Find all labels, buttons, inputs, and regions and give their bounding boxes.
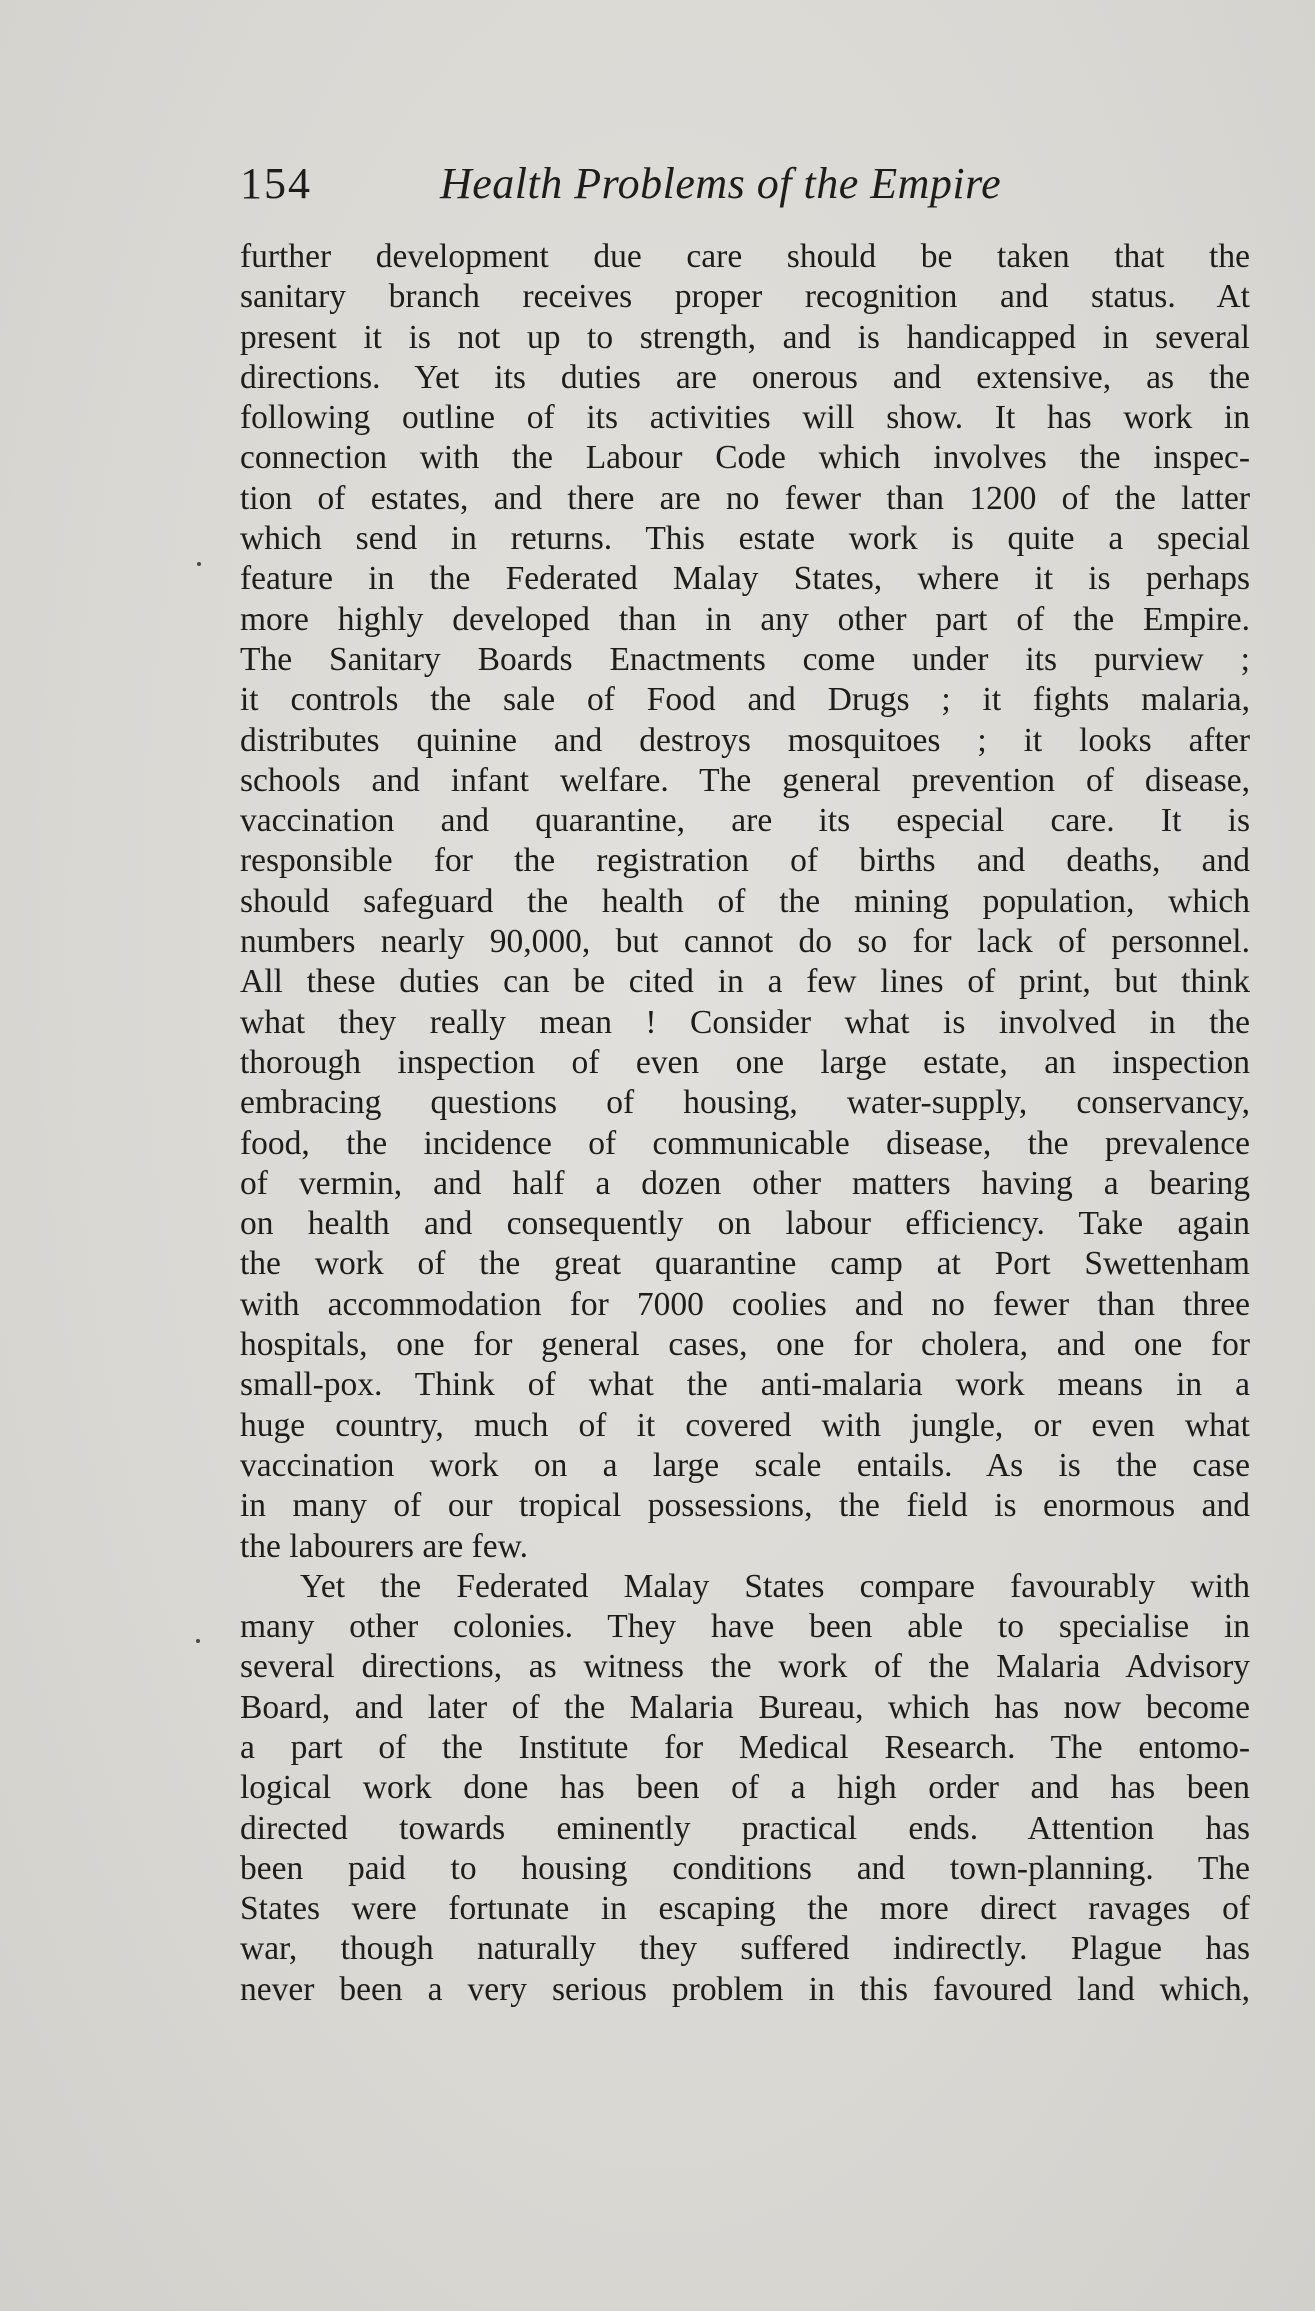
text-line: embracing questions of housing, water-supply, conservancy, xyxy=(240,1084,1250,1122)
text-line: schools and infant welfare. The general prevention of disease, xyxy=(240,761,1250,799)
margin-mark xyxy=(197,562,201,566)
text-line: logical work done has been of a high order and has been xyxy=(240,1769,1250,1807)
paragraph xyxy=(240,1567,1250,2010)
text-line: connection with the Labour Code which involves the inspec- xyxy=(240,439,1250,477)
text-line: what they really mean ! Consider what is involved in the xyxy=(240,1003,1250,1041)
text-line: which send in returns. This estate work is quite a special xyxy=(240,520,1250,558)
text-line: several directions, as witness the work of the Malaria Advisory xyxy=(240,1648,1250,1686)
text-line: thorough inspection of even one large estate, an inspection xyxy=(240,1043,1250,1081)
paragraph xyxy=(240,237,1250,1567)
text-line: States were fortunate in escaping the more direct ravages of xyxy=(240,1890,1250,1928)
text-line: Board, and later of the Malaria Bureau, which has now become xyxy=(240,1688,1250,1726)
text-line: should safeguard the health of the mining population, which xyxy=(240,882,1250,920)
running-title: Health Problems of the Empire xyxy=(440,159,1002,208)
page-number: 154 xyxy=(240,159,312,208)
text-line: following outline of its activities will show. It has work in xyxy=(240,399,1250,437)
text-line: vaccination work on a large scale entails. As is the case xyxy=(240,1446,1250,1484)
text-line: vaccination and quarantine, are its especial care. It is xyxy=(240,802,1250,840)
text-line: never been a very serious problem in this favoured land which, xyxy=(240,1970,1250,2008)
text-line: Yet the Federated Malay States compare favourably with xyxy=(300,1567,1250,1605)
text-line: directed towards eminently practical ends. Attention has xyxy=(240,1809,1250,1847)
text-line: many other colonies. They have been able to specialise in xyxy=(240,1608,1250,1646)
text-line: the labourers are few. xyxy=(240,1527,529,1565)
text-line: on health and consequently on labour efficiency. Take again xyxy=(240,1205,1250,1243)
text-line: present it is not up to strength, and is handicapped in several xyxy=(240,318,1250,356)
text-line: The Sanitary Boards Enactments come under its purview ; xyxy=(240,640,1250,678)
text-line: been paid to housing conditions and town-planning. The xyxy=(240,1849,1250,1887)
body-text xyxy=(240,237,1250,2010)
text-line: more highly developed than in any other part of the Empire. xyxy=(240,600,1250,638)
text-line: food, the incidence of communicable disease, the prevalence xyxy=(240,1124,1250,1162)
text-line: of vermin, and half a dozen other matters having a bearing xyxy=(240,1164,1250,1202)
text-line: war, though naturally they suffered indirectly. Plague has xyxy=(240,1930,1250,1968)
text-line: a part of the Institute for Medical Research. The entomo- xyxy=(240,1728,1250,1766)
text-line: with accommodation for 7000 coolies and no fewer than three xyxy=(240,1285,1250,1323)
margin-mark xyxy=(196,1639,200,1643)
text-line: sanitary branch receives proper recognition and status. At xyxy=(240,278,1250,316)
text-line: hospitals, one for general cases, one for cholera, and one for xyxy=(240,1326,1250,1364)
text-line: All these duties can be cited in a few lines of print, but think xyxy=(240,963,1250,1001)
text-line: responsible for the registration of births and deaths, and xyxy=(240,842,1250,880)
text-line: further development due care should be taken that the xyxy=(240,238,1250,275)
text-line: directions. Yet its duties are onerous and extensive, as the xyxy=(240,358,1250,396)
text-line: distributes quinine and destroys mosquitoes ; it looks after xyxy=(240,721,1250,759)
text-line: small-pox. Think of what the anti-malaria work means in a xyxy=(240,1366,1250,1404)
text-line: huge country, much of it covered with jungle, or even what xyxy=(240,1406,1250,1444)
text-line: numbers nearly 90,000, but cannot do so for lack of personnel. xyxy=(240,923,1250,961)
text-line: it controls the sale of Food and Drugs ; it fights malaria, xyxy=(240,681,1250,719)
text-line: tion of estates, and there are no fewer than 1200 of the latter xyxy=(240,479,1250,517)
running-head xyxy=(240,150,1070,220)
text-line: the work of the great quarantine camp at Port Swettenham xyxy=(240,1245,1250,1283)
text-line: feature in the Federated Malay States, where it is perhaps xyxy=(240,560,1250,598)
text-line: in many of our tropical possessions, the field is enormous and xyxy=(240,1487,1250,1525)
